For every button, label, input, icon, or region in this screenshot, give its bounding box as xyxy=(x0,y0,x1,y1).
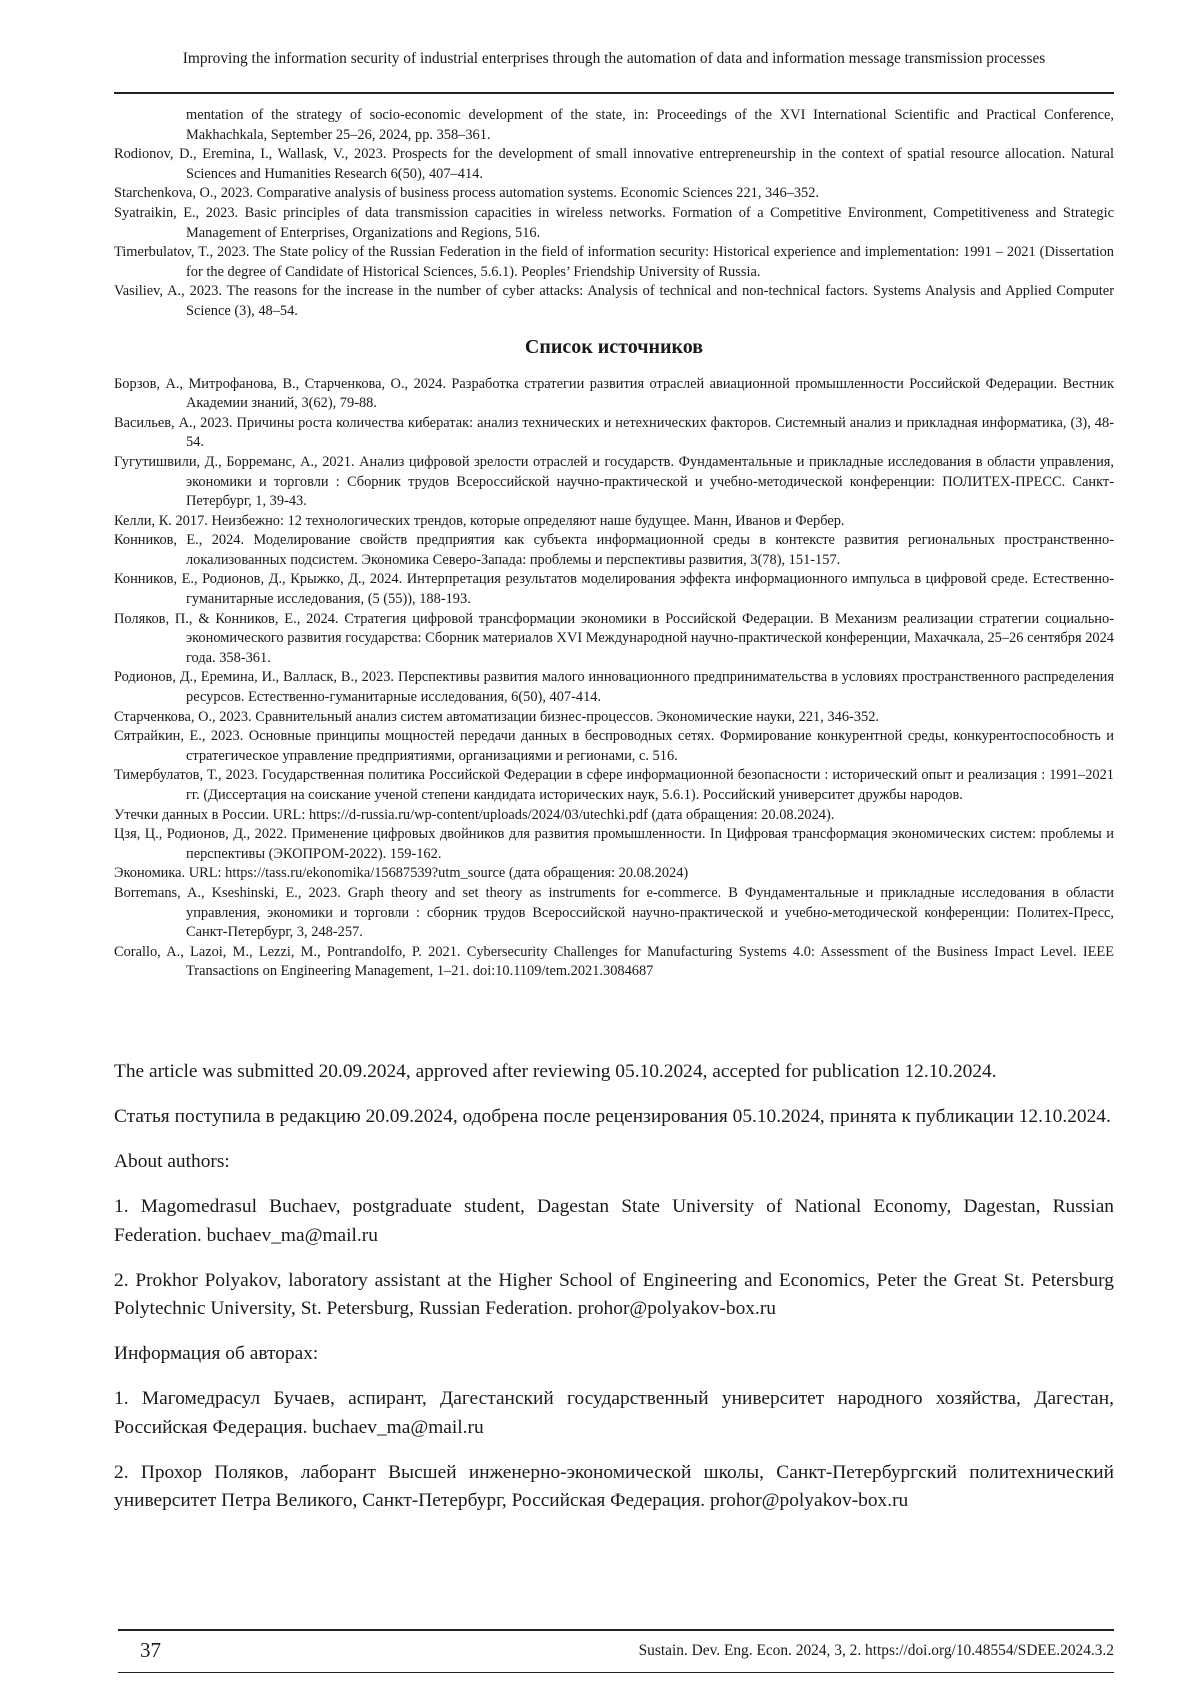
reference-entry: Corallo, A., Lazoi, M., Lezzi, M., Pontrandolfo, P. 2021. Cybersecurity Challenges for Manufacturing Systems 4.0: Assessment of the Business Impact Level. IEEE Transactions on Engineering Management, 1–21. doi:10.1109/tem.2021.3084687 xyxy=(114,943,1114,980)
reference-entry: Родионов, Д., Еремина, И., Валласк, В., 2023. Перспективы развития малого инновационного предпринимательства в условиях пространственного распределения ресурсов. Естественно-гуманитарные исследования, 6(50), 407-414. xyxy=(114,669,1114,706)
author-info-ru: 2. Прохор Поляков, лаборант Высшей инженерно-экономической школы, Санкт-Петербургский политехнический университет Петра Великого, Санкт-Петербург, Российская Федерация. prohor@polyakov-box.ru xyxy=(114,1461,1114,1511)
article-info-section xyxy=(114,1058,1114,1532)
author-info-ru: 1. Магомедрасул Бучаев, аспирант, Дагестанский государственный университет народного хозяйства, Дагестан, Российская Федерация. buchaev_ma@mail.ru xyxy=(114,1388,1114,1438)
reference-entry: Конников, Е., Родионов, Д., Крыжко, Д., 2024. Интерпретация результатов моделирования эффекта информационного импульса в цифровой среде. Естественно-гуманитарные исследования, (5 (55)), 188-193. xyxy=(114,571,1114,608)
reference-entry: Гугутишвили, Д., Борреманс, А., 2021. Анализ цифровой зрелости отраслей и государств. Фундаментальные и прикладные исследования в области управления, экономики и торговли : Сборник трудов Всероссийской научно-практической и учебно-методической конференции: ПОЛИТЕХ-ПРЕСС. Санкт-Петербург, 1, 39-43. xyxy=(114,453,1114,510)
running-title: Improving the information security of industrial enterprises through the automation of data and information message transmission processes xyxy=(182,50,1046,67)
reference-entry: Тимербулатов, Т., 2023. Государственная политика Российской Федерации в сфере информационной безопасности : исторический опыт и реализация : 1991–2021 гг. (Диссертация на соискание ученой степени кандидата исторических наук, 5.6.1). Российский университет дружбы народов. xyxy=(114,767,1114,803)
journal-reference: Sustain. Dev. Eng. Econ. 2024, 3, 2. https://doi.org/10.48554/SDEE.2024.3.2 xyxy=(638,1642,1114,1659)
reference-entry: Vasiliev, A., 2023. The reasons for the increase in the number of cyber attacks: Analysis of technical and non-technical factors. Systems Analysis and Applied Computer Science (3), 48–54. xyxy=(114,283,1114,319)
article-dates-en: The article was submitted 20.09.2024, approved after reviewing 05.10.2024, accepted for publication 12.10.2024. xyxy=(114,1061,997,1082)
reference-entry: Timerbulatov, T., 2023. The State policy of the Russian Federation in the field of information security: Historical experience and implementation: 1991 – 2021 (Dissertation for the degree of Candidate of Historical Sciences, 5.6.1). Peoples’ Friendship University of Russia. xyxy=(114,244,1114,280)
reference-entry: Утечки данных в России. URL: https://d-russia.ru/wp-content/uploads/2024/03/utechki.pdf (дата обращения: 20.08.2024). xyxy=(114,806,835,823)
reference-entry: Старченкова, О., 2023. Сравнительный анализ систем автоматизации бизнес-процессов. Экономические науки, 221, 346-352. xyxy=(114,708,879,725)
author-info-en: 1. Magomedrasul Buchaev, postgraduate student, Dagestan State University of National Economy, Dagestan, Russian Federation. buchaev_ma@mail.ru xyxy=(114,1196,1114,1246)
reference-entry: Конников, Е., 2024. Моделирование свойств предприятия как субъекта информационной среды в контексте развития региональных пространственно-локализованных подсистем. Экономика Северо-Запада: проблемы и перспективы развития, 3(78), 151-157. xyxy=(114,532,1114,568)
references-section xyxy=(114,106,1114,982)
reference-entry: Borremans, A., Kseshinski, E., 2023. Graph theory and set theory as instruments for e-commerce. В Фундаментальные и прикладные исследования в области управления, экономики и торговли : сборник трудов Всероссийской научно-практической и учебно-методической конференции: Политех-Пресс, Санкт-Петербург, 3, 248-257. xyxy=(114,884,1114,941)
sources-heading: Список источников xyxy=(524,335,704,358)
header-rule xyxy=(114,92,1114,94)
reference-entry: Starchenkova, O., 2023. Comparative analysis of business process automation systems. Economic Sciences 221, 346–352. xyxy=(114,185,820,202)
reference-entry: Поляков, П., & Конников, Е., 2024. Стратегия цифровой трансформации экономики в Российской Федерации. В Механизм реализации стратегии социально-экономического развития государства: Сборник материалов XVI Международной научно-практической конференции, Махачкала, 25–26 сентября 2024 года. 358-361. xyxy=(114,610,1114,666)
reference-entry: Сятрайкин, Е., 2023. Основные принципы мощностей передачи данных в беспроводных сетях. Формирование конкурентной среды, конкурентоспособность и стратегическое управление предприятиями, организациями и регионами, с. 516. xyxy=(114,728,1114,764)
reference-entry-continued: mentation of the strategy of socio-economic development of the state, in: Proceedings of the XVI International Scientific and Practical Conference, Makhachkala, September 25–26, 2024, pp. 358–361. xyxy=(186,107,1114,143)
about-authors-heading: About authors: xyxy=(114,1151,230,1172)
reference-entry: Экономика. URL: https://tass.ru/ekonomika/15687539?utm_source (дата обращения: 20.08.2024) xyxy=(114,865,689,882)
reference-entry: Васильев, А., 2023. Причины роста количества кибератак: анализ технических и нетехнических факторов. Системный анализ и прикладная информатика, (3), 48-54. xyxy=(114,414,1114,451)
page-number: 37 xyxy=(140,1638,161,1662)
reference-entry: Syatraikin, E., 2023. Basic principles of data transmission capacities in wireless networks. Formation of a Competitive Environment, Competitiveness and Strategic Management of Enterprises, Organizations and Regions, 516. xyxy=(114,204,1114,241)
reference-entry: Цзя, Ц., Родионов, Д., 2022. Применение цифровых двойников для развития промышленности. In Цифровая трансформация экономических систем: проблемы и перспективы (ЭКОПРОМ-2022). 159-162. xyxy=(114,826,1114,862)
authors-info-heading-ru: Информация об авторах: xyxy=(114,1343,319,1364)
reference-entry: Келли, К. 2017. Неизбежно: 12 технологических трендов, которые определяют наше будущее. Манн, Иванов и Фербер. xyxy=(114,512,845,529)
reference-entry: Борзов, А., Митрофанова, В., Старченкова, О., 2024. Разработка стратегии развития отраслей авиационной промышленности Российской Федерации. Вестник Академии знаний, 3(62), 79-88. xyxy=(114,375,1114,412)
footer-rule xyxy=(118,1629,1114,1631)
author-info-en: 2. Prokhor Polyakov, laboratory assistant at the Higher School of Engineering and Economics, Peter the Great St. Petersburg Polytechnic University, St. Petersburg, Russian Federation. prohor@polyakov-box.ru xyxy=(114,1269,1114,1319)
article-dates-ru: Статья поступила в редакцию 20.09.2024, одобрена после рецензирования 05.10.2024, принята к публикации 12.10.2024. xyxy=(114,1106,1111,1127)
footer-rule-bottom xyxy=(118,1672,1114,1673)
reference-entry: Rodionov, D., Eremina, I., Wallask, V., 2023. Prospects for the development of small innovative entrepreneurship in the context of spatial resource allocation. Natural Sciences and Humanities Research 6(50), 407–414. xyxy=(114,146,1114,182)
